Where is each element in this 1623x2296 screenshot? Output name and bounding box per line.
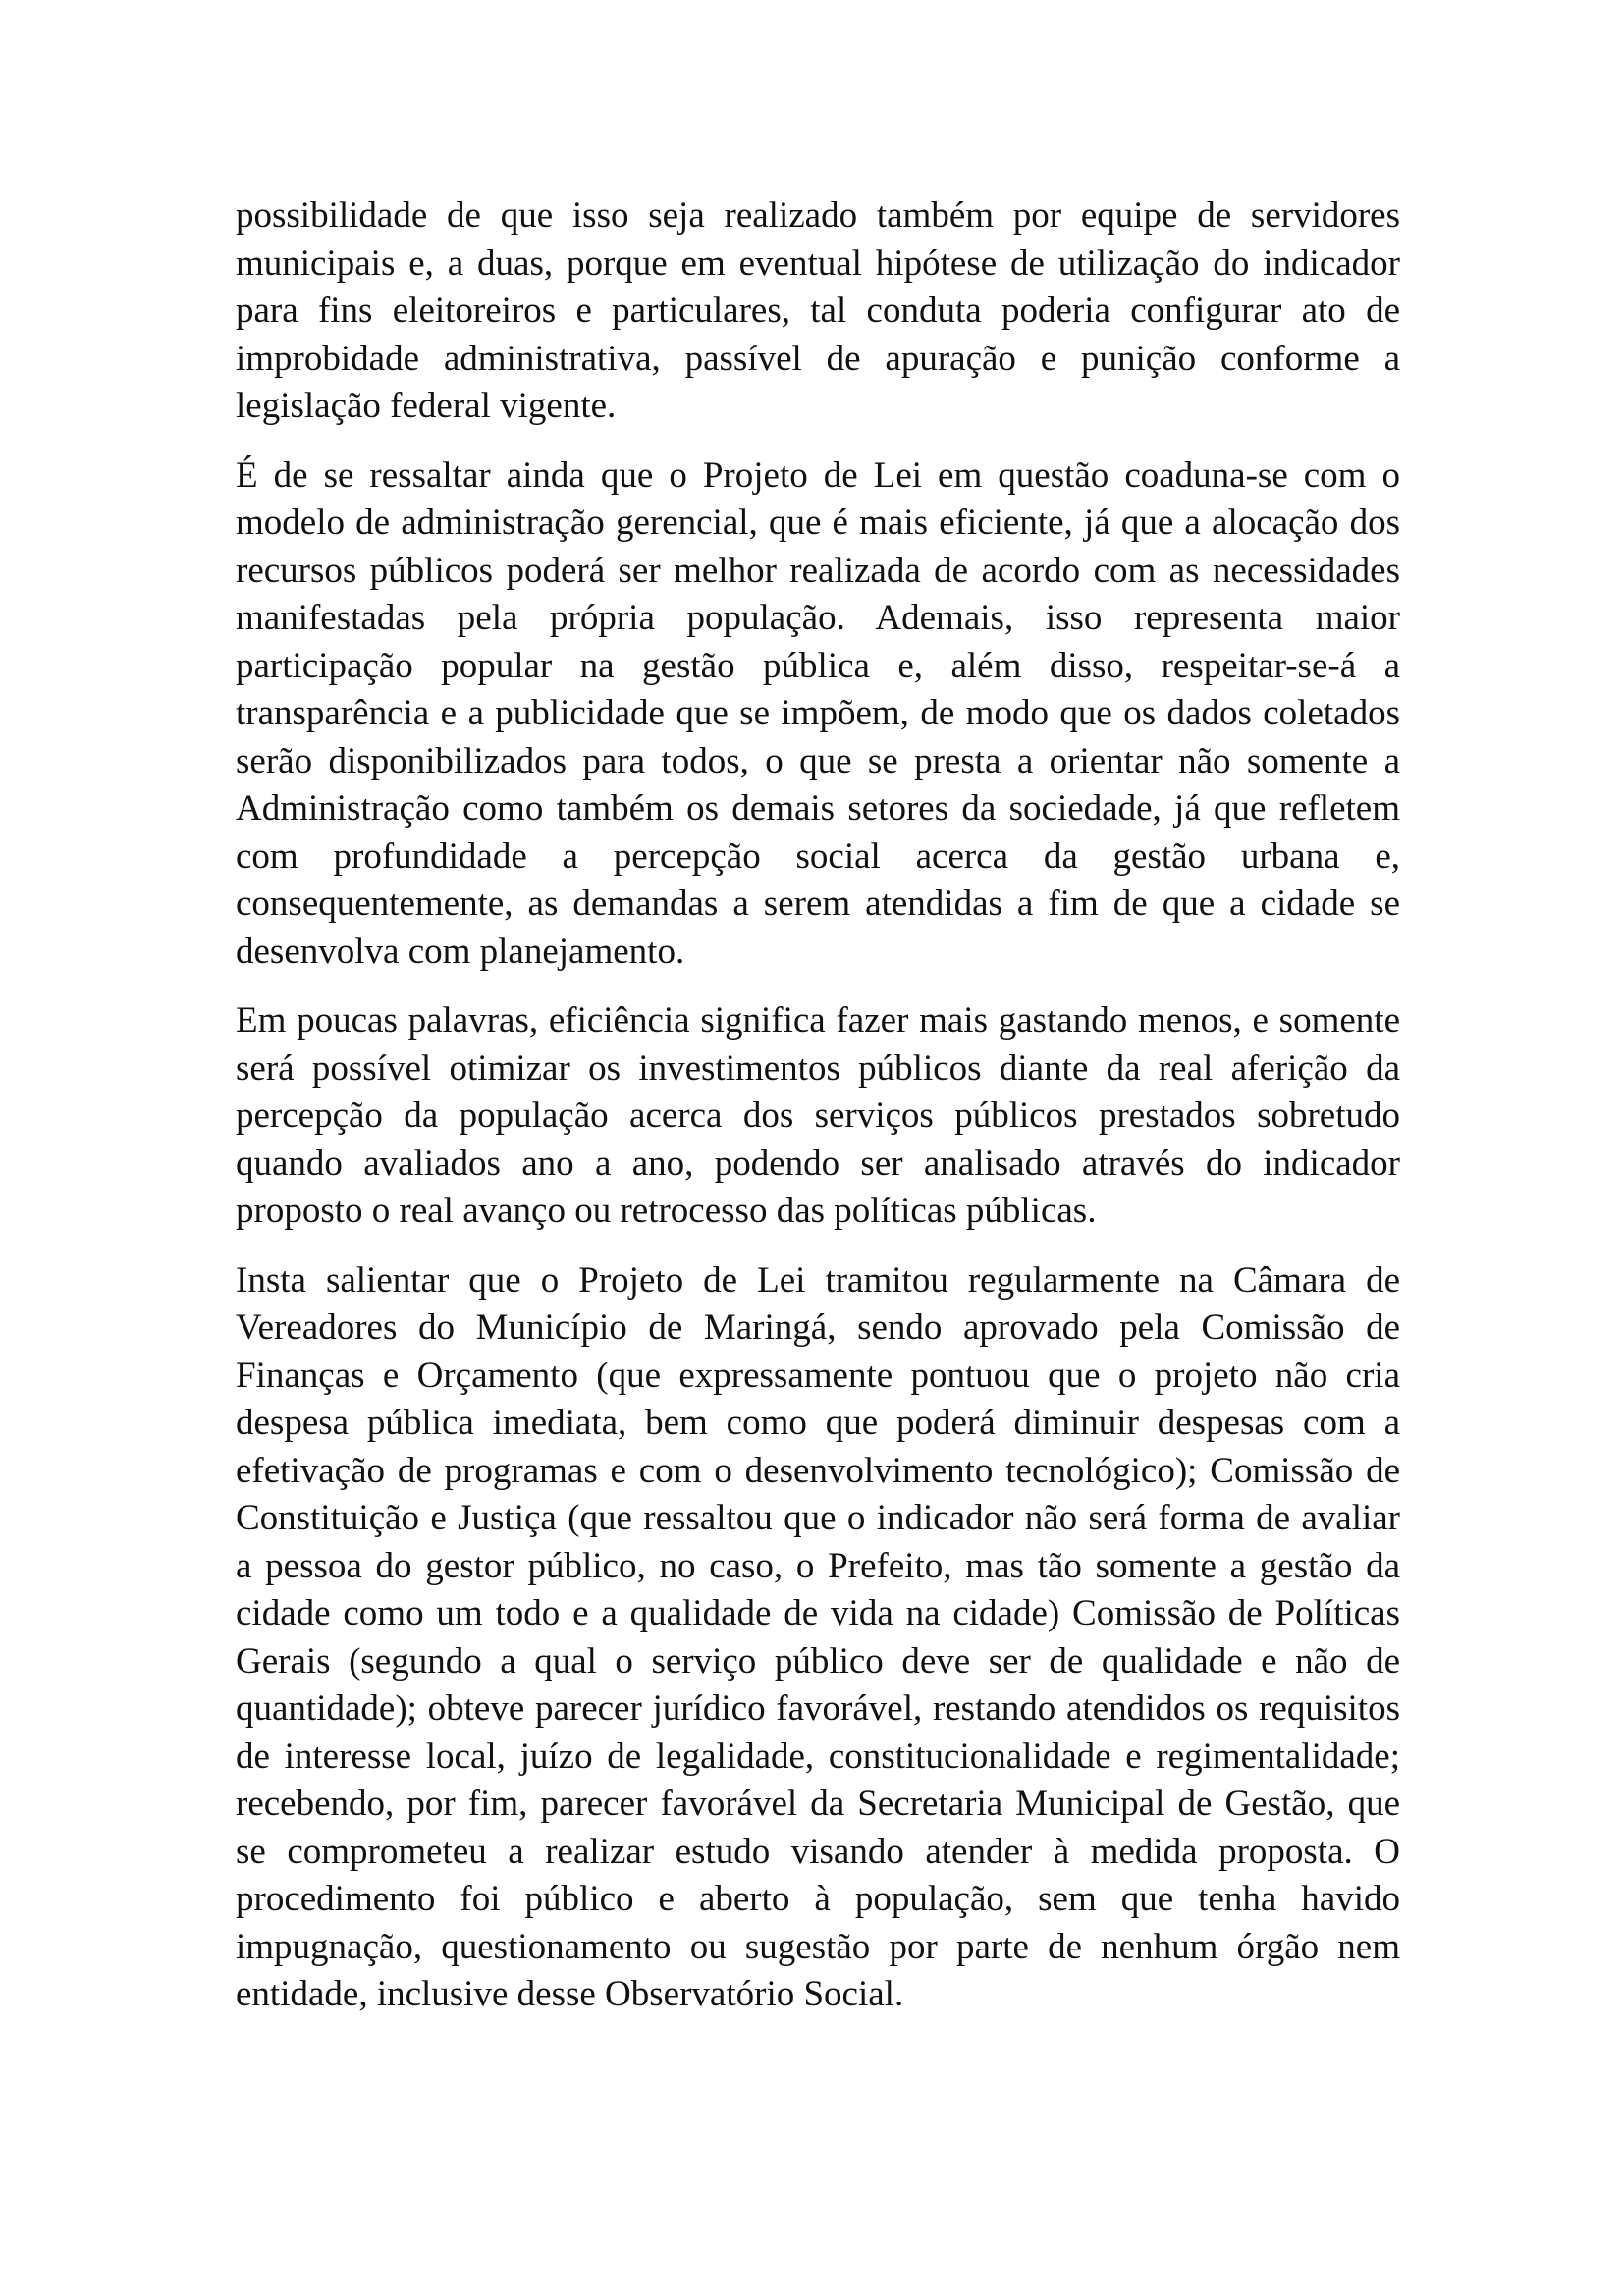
document-body: [236, 192, 1400, 2041]
paragraph-continuation: possibilidade de que isso seja realizado também por equipe de servidores municipais e, a duas, porque em eventual hipótese de utilização do indicador para fins eleitoreiros e particulares, tal conduta poderia configurar ato de improbidade administrativa, passível de apuração e punição conforme a legislação federal vigente.: [236, 195, 1400, 426]
paragraph-administration-model: É de se ressaltar ainda que o Projeto de Lei em questão coaduna-se com o modelo de administração gerencial, que é mais eficiente, já que a alocação dos recursos públicos poderá ser melhor realizada de acordo com as necessidades manifestadas pela própria população. Ademais, isso representa maior participação popular na gestão pública e, além disso, respeitar-se-á a transparência e a publicidade que se impõem, de modo que os dados coletados serão disponibilizados para todos, o que se presta a orientar não somente a Administração como também os demais setores da sociedade, já que refletem com profundidade a percepção social acerca da gestão urbana e, consequentemente, as demandas a serem atendidas a fim de que a cidade se desenvolva com planejamento.: [236, 454, 1400, 972]
paragraph-legislative-process: Insta salientar que o Projeto de Lei tramitou regularmente na Câmara de Vereadores do Município de Maringá, sendo aprovado pela Comissão de Finanças e Orçamento (que expressamente pontuou que o projeto não cria despesa pública imediata, bem como que poderá diminuir despesas com a efetivação de programas e com o desenvolvimento tecnológico); Comissão de Constituição e Justiça (que ressaltou que o indicador não será forma de avaliar a pessoa do gestor público, no caso, o Prefeito, mas tão somente a gestão da cidade como um todo e a qualidade de vida na cidade) Comissão de Políticas Gerais (segundo a qual o serviço público deve ser de qualidade e não de quantidade); obteve parecer jurídico favorável, restando atendidos os requisitos de interesse local, juízo de legalidade, constitucionalidade e regimentalidade; recebendo, por fim, parecer favorável da Secretaria Municipal de Gestão, que se comprometeu a realizar estudo visando atender à medida proposta. O procedimento foi público e aberto à população, sem que tenha havido impugnação, questionamento ou sugestão por parte de nenhum órgão nem entidade, inclusive desse Observatório Social.: [236, 1259, 1400, 2014]
paragraph-efficiency: Em poucas palavras, eficiência significa fazer mais gastando menos, e somente será possível otimizar os investimentos públicos diante da real aferição da percepção da população acerca dos serviços públicos prestados sobretudo quando avaliados ano a ano, podendo ser analisado através do indicador proposto o real avanço ou retrocesso das políticas públicas.: [236, 1000, 1400, 1231]
